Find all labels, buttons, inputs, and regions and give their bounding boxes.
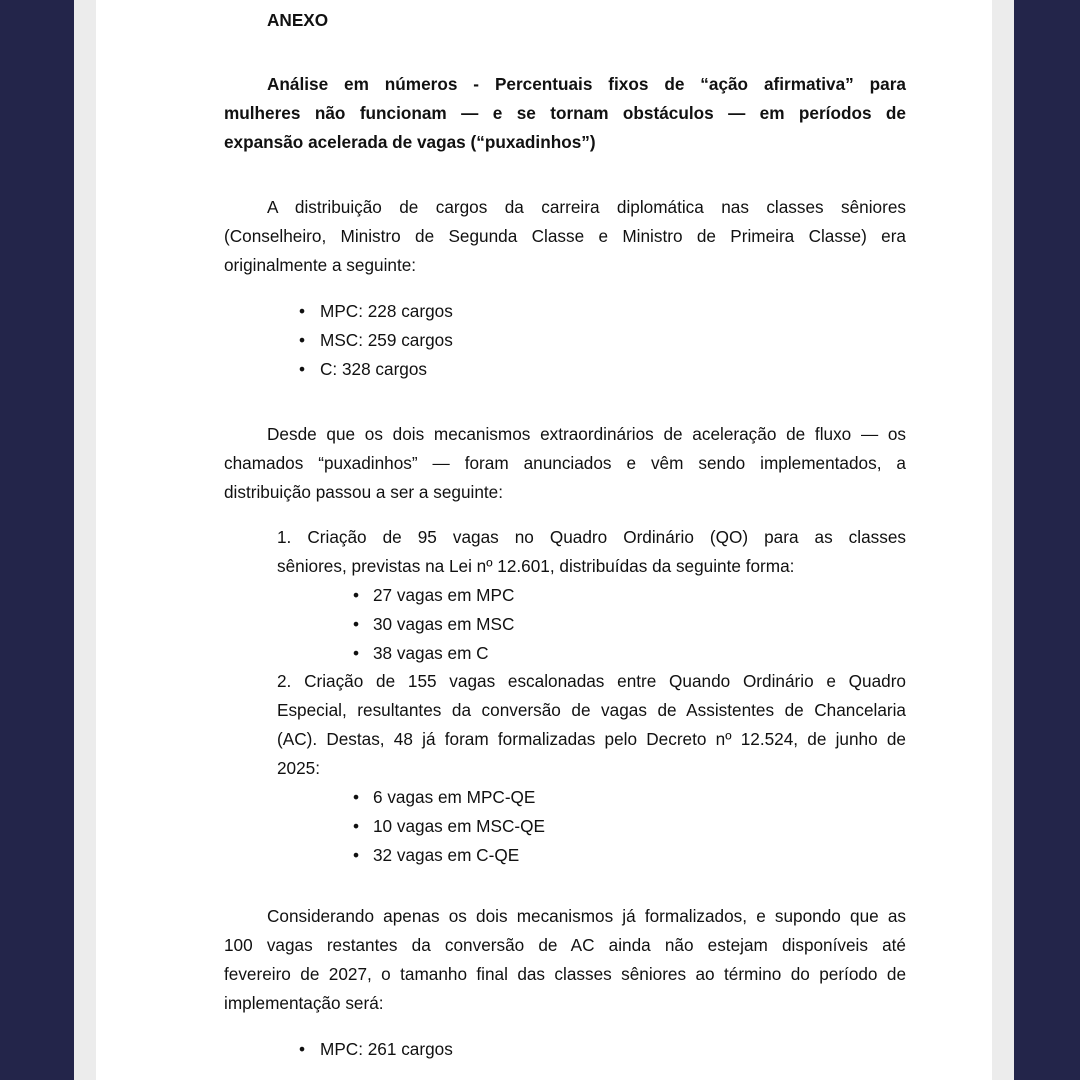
paragraph-line: originalmente a seguinte: xyxy=(224,254,417,275)
list-item xyxy=(224,812,906,841)
list-item xyxy=(224,639,906,668)
bullet-icon: • xyxy=(299,329,306,350)
list-item-text: 27 vagas em MPC xyxy=(373,584,515,605)
bullet-icon: • xyxy=(353,584,360,605)
original-list xyxy=(224,297,906,384)
item-text-line: 2025: xyxy=(277,758,321,779)
bullet-icon: • xyxy=(299,301,306,321)
paragraph-line: implementação será: xyxy=(224,992,384,1013)
list-item xyxy=(224,841,906,870)
list-item xyxy=(224,355,906,384)
paragraph-line: (Conselheiro, Ministro de Segunda Classe e Ministro de Primeira Classe) era xyxy=(224,225,906,246)
paragraph-line: fevereiro de 2027, o tamanho final das classes sêniores ao término do período de xyxy=(224,963,906,984)
list-item-text: 38 vagas em C xyxy=(373,642,489,663)
list-item xyxy=(224,1035,906,1064)
bullet-icon: • xyxy=(353,815,360,836)
bullet-icon: • xyxy=(353,613,360,634)
list-item-text: 10 vagas em MSC-QE xyxy=(373,815,545,836)
final-list xyxy=(224,1035,906,1064)
item-text-line: sêniores, previstas na Lei nº 12.601, distribuídas da seguinte forma: xyxy=(277,555,795,576)
annex-section xyxy=(224,6,906,35)
list-item xyxy=(224,610,906,639)
numbered-item xyxy=(224,523,906,552)
paragraph-line: distribuição passou a ser a seguinte: xyxy=(224,481,503,502)
title-line: mulheres não funcionam — e se tornam obstáculos — em períodos de xyxy=(224,102,906,123)
list-item xyxy=(224,783,906,812)
list-item-text: MSC: 259 cargos xyxy=(320,329,453,350)
document-title xyxy=(224,70,906,157)
title-line: Análise em números - Percentuais fixos de “ação afirmativa” para xyxy=(267,74,906,94)
bullet-icon: • xyxy=(299,358,306,379)
list-item-text: 30 vagas em MSC xyxy=(373,613,515,634)
paragraph-line: Desde que os dois mecanismos extraordinários de aceleração de fluxo — os xyxy=(267,424,906,444)
paragraph-final-size xyxy=(224,902,906,1018)
item-number: 2. xyxy=(277,671,292,692)
title-line: expansão acelerada de vagas (“puxadinhos”) xyxy=(224,131,596,152)
list-item xyxy=(224,581,906,610)
list-item-text: MPC: 228 cargos xyxy=(320,301,453,321)
bullet-icon: • xyxy=(353,642,360,663)
annex-heading: ANEXO xyxy=(267,10,329,30)
paragraph-line: 100 vagas restantes da conversão de AC ainda não estejam disponíveis até xyxy=(224,934,906,955)
list-item-text: C: 328 cargos xyxy=(320,358,428,379)
paragraph-line: A distribuição de cargos da carreira diplomática nas classes sêniores xyxy=(267,197,906,217)
item-text-line: Especial, resultantes da conversão de vagas de Assistentes de Chancelaria xyxy=(277,700,906,721)
list-item-text: MPC: 261 cargos xyxy=(320,1039,453,1059)
item-text: Criação de 155 vagas escalonadas entre Quando Ordinário e Quadro xyxy=(304,671,906,692)
paragraph-line: chamados “puxadinhos” — foram anunciados e vêm sendo implementados, a xyxy=(224,452,906,473)
numbered-list xyxy=(224,523,906,870)
bullet-icon: • xyxy=(299,1039,306,1059)
item-text: Criação de 95 vagas no Quadro Ordinário (QO) para as classes xyxy=(307,527,906,547)
paragraph-new-distribution xyxy=(224,420,906,507)
item-text-line: (AC). Destas, 48 já foram formalizadas pelo Decreto nº 12.524, de junho de xyxy=(277,729,906,750)
list-item xyxy=(224,297,906,326)
list-item xyxy=(224,326,906,355)
item-number: 1. xyxy=(277,527,292,547)
list-item-text: 32 vagas em C-QE xyxy=(373,844,520,865)
bullet-icon: • xyxy=(353,787,360,808)
bullet-icon: • xyxy=(353,844,360,865)
paragraph-original-distribution xyxy=(224,193,906,280)
paragraph-line: Considerando apenas os dois mecanismos já formalizados, e supondo que as xyxy=(267,906,906,926)
list-item-text: 6 vagas em MPC-QE xyxy=(373,787,536,808)
numbered-item xyxy=(224,667,906,696)
